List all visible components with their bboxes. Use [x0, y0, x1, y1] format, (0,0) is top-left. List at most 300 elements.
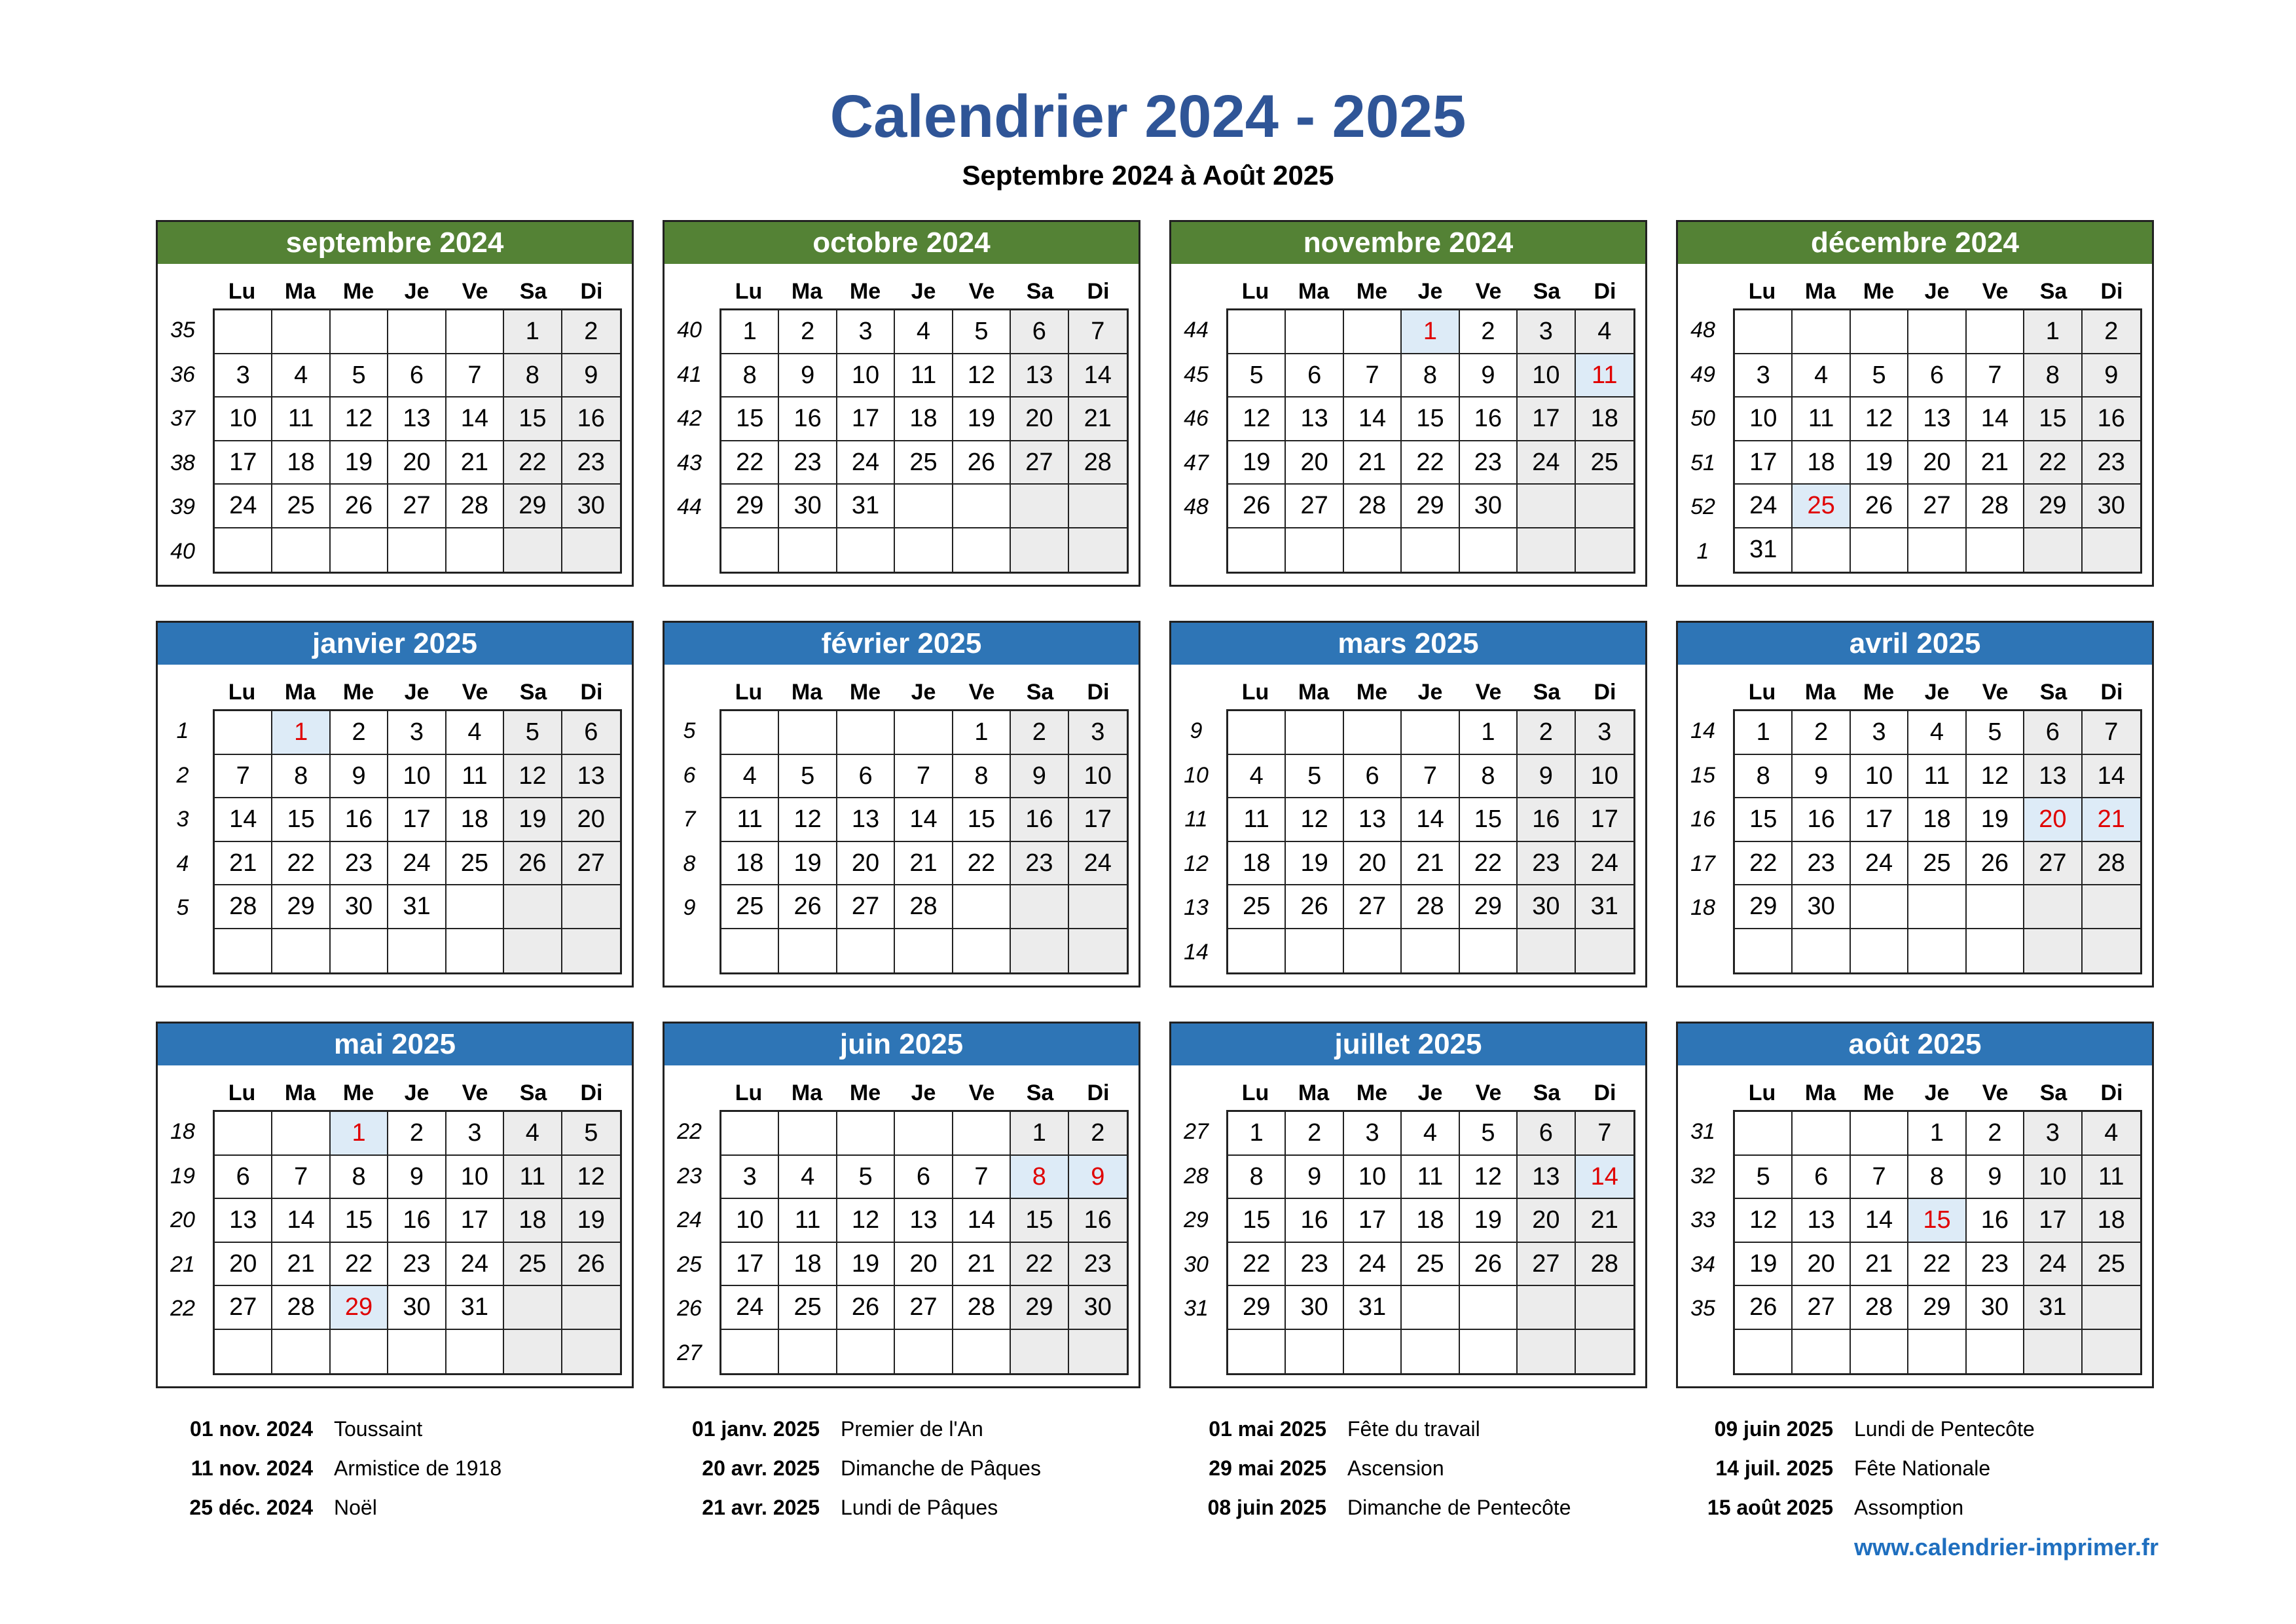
day-cell[interactable]: 7: [2083, 711, 2140, 755]
day-cell[interactable]: 4: [1793, 354, 1850, 398]
day-cell[interactable]: 28: [2083, 842, 2140, 886]
day-cell[interactable]: 19: [1228, 441, 1286, 485]
holiday-day-cell[interactable]: 8: [1011, 1156, 1068, 1200]
day-cell[interactable]: 13: [1908, 397, 1966, 441]
day-cell[interactable]: 29: [721, 485, 779, 528]
day-cell[interactable]: 8: [721, 354, 779, 398]
day-cell[interactable]: 24: [1735, 485, 1793, 528]
day-cell[interactable]: 5: [1286, 755, 1343, 799]
day-cell[interactable]: 3: [1518, 310, 1575, 354]
day-cell[interactable]: 24: [215, 485, 272, 528]
day-cell[interactable]: 12: [562, 1156, 620, 1200]
day-cell[interactable]: 24: [721, 1286, 779, 1330]
day-cell[interactable]: 9: [1518, 755, 1575, 799]
day-cell[interactable]: 22: [331, 1243, 388, 1287]
day-cell[interactable]: 22: [1228, 1243, 1286, 1287]
day-cell[interactable]: 22: [953, 842, 1011, 886]
day-cell[interactable]: 9: [1286, 1156, 1343, 1200]
day-cell[interactable]: 25: [272, 485, 330, 528]
day-cell[interactable]: 6: [1286, 354, 1343, 398]
day-cell[interactable]: 28: [1576, 1243, 1633, 1287]
day-cell[interactable]: 26: [1460, 1243, 1518, 1287]
day-cell[interactable]: 15: [1460, 798, 1518, 842]
day-cell[interactable]: 5: [1967, 711, 2024, 755]
day-cell[interactable]: 8: [1402, 354, 1459, 398]
day-cell[interactable]: 4: [1402, 1112, 1459, 1156]
day-cell[interactable]: 11: [1793, 397, 1850, 441]
day-cell[interactable]: 28: [1402, 885, 1459, 929]
day-cell[interactable]: 10: [1851, 755, 1908, 799]
day-cell[interactable]: 13: [562, 755, 620, 799]
day-cell[interactable]: 12: [331, 397, 388, 441]
day-cell[interactable]: 13: [1344, 798, 1402, 842]
day-cell[interactable]: 4: [721, 755, 779, 799]
day-cell[interactable]: 19: [1735, 1243, 1793, 1287]
day-cell[interactable]: 20: [1518, 1199, 1575, 1243]
day-cell[interactable]: 17: [1069, 798, 1127, 842]
day-cell[interactable]: 11: [446, 755, 504, 799]
day-cell[interactable]: 10: [1735, 397, 1793, 441]
day-cell[interactable]: 3: [388, 711, 446, 755]
day-cell[interactable]: 15: [1228, 1199, 1286, 1243]
day-cell[interactable]: 2: [1518, 711, 1575, 755]
day-cell[interactable]: 14: [1851, 1199, 1908, 1243]
day-cell[interactable]: 30: [1286, 1286, 1343, 1330]
day-cell[interactable]: 11: [895, 354, 953, 398]
day-cell[interactable]: 12: [779, 798, 837, 842]
day-cell[interactable]: 29: [1011, 1286, 1068, 1330]
day-cell[interactable]: 23: [1967, 1243, 2024, 1287]
day-cell[interactable]: 27: [895, 1286, 953, 1330]
day-cell[interactable]: 13: [1286, 397, 1343, 441]
day-cell[interactable]: 25: [1402, 1243, 1459, 1287]
day-cell[interactable]: 18: [721, 842, 779, 886]
day-cell[interactable]: 30: [388, 1286, 446, 1330]
day-cell[interactable]: 2: [562, 310, 620, 354]
day-cell[interactable]: 15: [2024, 397, 2082, 441]
day-cell[interactable]: 18: [1793, 441, 1850, 485]
day-cell[interactable]: 30: [562, 485, 620, 528]
day-cell[interactable]: 7: [1851, 1156, 1908, 1200]
day-cell[interactable]: 5: [331, 354, 388, 398]
day-cell[interactable]: 25: [1908, 842, 1966, 886]
day-cell[interactable]: 27: [1286, 485, 1343, 528]
day-cell[interactable]: 8: [1908, 1156, 1966, 1200]
day-cell[interactable]: 16: [1286, 1199, 1343, 1243]
day-cell[interactable]: 12: [504, 755, 562, 799]
day-cell[interactable]: 6: [1344, 755, 1402, 799]
day-cell[interactable]: 26: [779, 885, 837, 929]
day-cell[interactable]: 23: [1518, 842, 1575, 886]
day-cell[interactable]: 13: [2024, 755, 2082, 799]
day-cell[interactable]: 30: [1069, 1286, 1127, 1330]
day-cell[interactable]: 15: [953, 798, 1011, 842]
day-cell[interactable]: 3: [1735, 354, 1793, 398]
day-cell[interactable]: 28: [1069, 441, 1127, 485]
day-cell[interactable]: 21: [215, 842, 272, 886]
day-cell[interactable]: 7: [1576, 1112, 1633, 1156]
day-cell[interactable]: 28: [215, 885, 272, 929]
day-cell[interactable]: 17: [1735, 441, 1793, 485]
day-cell[interactable]: 4: [272, 354, 330, 398]
day-cell[interactable]: 23: [331, 842, 388, 886]
day-cell[interactable]: 5: [953, 310, 1011, 354]
day-cell[interactable]: 5: [1735, 1156, 1793, 1200]
day-cell[interactable]: 28: [953, 1286, 1011, 1330]
day-cell[interactable]: 22: [1402, 441, 1459, 485]
day-cell[interactable]: 3: [721, 1156, 779, 1200]
day-cell[interactable]: 10: [388, 755, 446, 799]
day-cell[interactable]: 27: [837, 885, 895, 929]
day-cell[interactable]: 12: [1735, 1199, 1793, 1243]
day-cell[interactable]: 9: [1967, 1156, 2024, 1200]
day-cell[interactable]: 1: [2024, 310, 2082, 354]
day-cell[interactable]: 31: [2024, 1286, 2082, 1330]
day-cell[interactable]: 1: [1011, 1112, 1068, 1156]
day-cell[interactable]: 18: [2083, 1199, 2140, 1243]
day-cell[interactable]: 18: [1402, 1199, 1459, 1243]
day-cell[interactable]: 14: [1344, 397, 1402, 441]
day-cell[interactable]: 23: [2083, 441, 2140, 485]
day-cell[interactable]: 13: [895, 1199, 953, 1243]
day-cell[interactable]: 21: [272, 1243, 330, 1287]
day-cell[interactable]: 15: [504, 397, 562, 441]
holiday-day-cell[interactable]: 20: [2024, 798, 2082, 842]
day-cell[interactable]: 26: [953, 441, 1011, 485]
day-cell[interactable]: 18: [272, 441, 330, 485]
day-cell[interactable]: 1: [504, 310, 562, 354]
day-cell[interactable]: 16: [1518, 798, 1575, 842]
day-cell[interactable]: 25: [1576, 441, 1633, 485]
day-cell[interactable]: 20: [215, 1243, 272, 1287]
day-cell[interactable]: 13: [1793, 1199, 1850, 1243]
day-cell[interactable]: 1: [1735, 711, 1793, 755]
day-cell[interactable]: 28: [1851, 1286, 1908, 1330]
day-cell[interactable]: 18: [1576, 397, 1633, 441]
day-cell[interactable]: 6: [1793, 1156, 1850, 1200]
day-cell[interactable]: 16: [1069, 1199, 1127, 1243]
holiday-day-cell[interactable]: 21: [2083, 798, 2140, 842]
day-cell[interactable]: 16: [331, 798, 388, 842]
day-cell[interactable]: 28: [272, 1286, 330, 1330]
day-cell[interactable]: 8: [1460, 755, 1518, 799]
day-cell[interactable]: 31: [837, 485, 895, 528]
day-cell[interactable]: 27: [1793, 1286, 1850, 1330]
day-cell[interactable]: 31: [1735, 528, 1793, 572]
day-cell[interactable]: 15: [721, 397, 779, 441]
day-cell[interactable]: 29: [1460, 885, 1518, 929]
day-cell[interactable]: 2: [1011, 711, 1068, 755]
day-cell[interactable]: 21: [1576, 1199, 1633, 1243]
day-cell[interactable]: 4: [2083, 1112, 2140, 1156]
day-cell[interactable]: 20: [388, 441, 446, 485]
day-cell[interactable]: 19: [562, 1199, 620, 1243]
day-cell[interactable]: 31: [1576, 885, 1633, 929]
day-cell[interactable]: 4: [1908, 711, 1966, 755]
day-cell[interactable]: 7: [272, 1156, 330, 1200]
day-cell[interactable]: 13: [837, 798, 895, 842]
day-cell[interactable]: 14: [1402, 798, 1459, 842]
day-cell[interactable]: 22: [272, 842, 330, 886]
day-cell[interactable]: 3: [1344, 1112, 1402, 1156]
day-cell[interactable]: 11: [272, 397, 330, 441]
day-cell[interactable]: 18: [1228, 842, 1286, 886]
day-cell[interactable]: 18: [504, 1199, 562, 1243]
day-cell[interactable]: 18: [895, 397, 953, 441]
holiday-day-cell[interactable]: 1: [1402, 310, 1459, 354]
day-cell[interactable]: 24: [1069, 842, 1127, 886]
day-cell[interactable]: 13: [1011, 354, 1068, 398]
day-cell[interactable]: 12: [1851, 397, 1908, 441]
day-cell[interactable]: 18: [1908, 798, 1966, 842]
day-cell[interactable]: 17: [721, 1243, 779, 1287]
day-cell[interactable]: 2: [779, 310, 837, 354]
day-cell[interactable]: 22: [504, 441, 562, 485]
day-cell[interactable]: 2: [331, 711, 388, 755]
holiday-day-cell[interactable]: 11: [1576, 354, 1633, 398]
day-cell[interactable]: 20: [1908, 441, 1966, 485]
day-cell[interactable]: 15: [331, 1199, 388, 1243]
day-cell[interactable]: 10: [1344, 1156, 1402, 1200]
day-cell[interactable]: 29: [1402, 485, 1459, 528]
day-cell[interactable]: 19: [1851, 441, 1908, 485]
day-cell[interactable]: 28: [446, 485, 504, 528]
day-cell[interactable]: 4: [1576, 310, 1633, 354]
holiday-day-cell[interactable]: 15: [1908, 1199, 1966, 1243]
day-cell[interactable]: 27: [1011, 441, 1068, 485]
day-cell[interactable]: 1: [1228, 1112, 1286, 1156]
day-cell[interactable]: 12: [837, 1199, 895, 1243]
day-cell[interactable]: 4: [446, 711, 504, 755]
day-cell[interactable]: 27: [1344, 885, 1402, 929]
day-cell[interactable]: 9: [1793, 755, 1850, 799]
day-cell[interactable]: 3: [2024, 1112, 2082, 1156]
day-cell[interactable]: 20: [1793, 1243, 1850, 1287]
day-cell[interactable]: 8: [1228, 1156, 1286, 1200]
day-cell[interactable]: 6: [388, 354, 446, 398]
day-cell[interactable]: 19: [953, 397, 1011, 441]
day-cell[interactable]: 24: [388, 842, 446, 886]
day-cell[interactable]: 5: [1851, 354, 1908, 398]
day-cell[interactable]: 26: [1851, 485, 1908, 528]
day-cell[interactable]: 23: [1793, 842, 1850, 886]
day-cell[interactable]: 30: [331, 885, 388, 929]
day-cell[interactable]: 10: [1576, 755, 1633, 799]
day-cell[interactable]: 15: [1402, 397, 1459, 441]
day-cell[interactable]: 7: [895, 755, 953, 799]
day-cell[interactable]: 13: [215, 1199, 272, 1243]
day-cell[interactable]: 9: [2083, 354, 2140, 398]
day-cell[interactable]: 8: [331, 1156, 388, 1200]
day-cell[interactable]: 5: [562, 1112, 620, 1156]
day-cell[interactable]: 16: [1011, 798, 1068, 842]
day-cell[interactable]: 8: [2024, 354, 2082, 398]
holiday-day-cell[interactable]: 14: [1576, 1156, 1633, 1200]
day-cell[interactable]: 11: [2083, 1156, 2140, 1200]
day-cell[interactable]: 19: [837, 1243, 895, 1287]
day-cell[interactable]: 28: [895, 885, 953, 929]
day-cell[interactable]: 17: [1344, 1199, 1402, 1243]
day-cell[interactable]: 27: [562, 842, 620, 886]
day-cell[interactable]: 6: [895, 1156, 953, 1200]
day-cell[interactable]: 3: [1069, 711, 1127, 755]
day-cell[interactable]: 20: [1286, 441, 1343, 485]
day-cell[interactable]: 12: [1967, 755, 2024, 799]
day-cell[interactable]: 17: [388, 798, 446, 842]
day-cell[interactable]: 7: [215, 755, 272, 799]
day-cell[interactable]: 5: [1460, 1112, 1518, 1156]
day-cell[interactable]: 14: [215, 798, 272, 842]
website-link[interactable]: www.calendrier-imprimer.fr: [1854, 1534, 2159, 1560]
day-cell[interactable]: 3: [837, 310, 895, 354]
day-cell[interactable]: 20: [1344, 842, 1402, 886]
day-cell[interactable]: 5: [837, 1156, 895, 1200]
holiday-day-cell[interactable]: 9: [1069, 1156, 1127, 1200]
day-cell[interactable]: 10: [2024, 1156, 2082, 1200]
day-cell[interactable]: 30: [2083, 485, 2140, 528]
day-cell[interactable]: 6: [562, 711, 620, 755]
day-cell[interactable]: 12: [1228, 397, 1286, 441]
day-cell[interactable]: 4: [504, 1112, 562, 1156]
day-cell[interactable]: 17: [2024, 1199, 2082, 1243]
day-cell[interactable]: 21: [446, 441, 504, 485]
day-cell[interactable]: 28: [1344, 485, 1402, 528]
day-cell[interactable]: 30: [1460, 485, 1518, 528]
day-cell[interactable]: 6: [1011, 310, 1068, 354]
day-cell[interactable]: 20: [895, 1243, 953, 1287]
day-cell[interactable]: 14: [272, 1199, 330, 1243]
day-cell[interactable]: 16: [1460, 397, 1518, 441]
day-cell[interactable]: 18: [779, 1243, 837, 1287]
day-cell[interactable]: 29: [504, 485, 562, 528]
day-cell[interactable]: 23: [779, 441, 837, 485]
day-cell[interactable]: 22: [1011, 1243, 1068, 1287]
day-cell[interactable]: 23: [562, 441, 620, 485]
day-cell[interactable]: 26: [1967, 842, 2024, 886]
day-cell[interactable]: 22: [1735, 842, 1793, 886]
day-cell[interactable]: 26: [1286, 885, 1343, 929]
day-cell[interactable]: 16: [779, 397, 837, 441]
day-cell[interactable]: 19: [504, 798, 562, 842]
day-cell[interactable]: 19: [331, 441, 388, 485]
day-cell[interactable]: 10: [721, 1199, 779, 1243]
day-cell[interactable]: 9: [1460, 354, 1518, 398]
day-cell[interactable]: 11: [1908, 755, 1966, 799]
day-cell[interactable]: 27: [215, 1286, 272, 1330]
day-cell[interactable]: 2: [2083, 310, 2140, 354]
day-cell[interactable]: 25: [779, 1286, 837, 1330]
day-cell[interactable]: 8: [953, 755, 1011, 799]
day-cell[interactable]: 31: [1344, 1286, 1402, 1330]
day-cell[interactable]: 7: [1344, 354, 1402, 398]
day-cell[interactable]: 24: [837, 441, 895, 485]
day-cell[interactable]: 17: [1518, 397, 1575, 441]
day-cell[interactable]: 7: [1069, 310, 1127, 354]
day-cell[interactable]: 23: [1286, 1243, 1343, 1287]
day-cell[interactable]: 30: [1518, 885, 1575, 929]
day-cell[interactable]: 9: [388, 1156, 446, 1200]
day-cell[interactable]: 1: [1908, 1112, 1966, 1156]
day-cell[interactable]: 22: [2024, 441, 2082, 485]
day-cell[interactable]: 10: [837, 354, 895, 398]
holiday-day-cell[interactable]: 29: [331, 1286, 388, 1330]
day-cell[interactable]: 6: [837, 755, 895, 799]
day-cell[interactable]: 1: [721, 310, 779, 354]
day-cell[interactable]: 10: [1518, 354, 1575, 398]
day-cell[interactable]: 17: [446, 1199, 504, 1243]
day-cell[interactable]: 6: [215, 1156, 272, 1200]
day-cell[interactable]: 25: [504, 1243, 562, 1287]
day-cell[interactable]: 7: [1402, 755, 1459, 799]
day-cell[interactable]: 13: [1518, 1156, 1575, 1200]
day-cell[interactable]: 17: [1851, 798, 1908, 842]
day-cell[interactable]: 26: [504, 842, 562, 886]
day-cell[interactable]: 26: [562, 1243, 620, 1287]
day-cell[interactable]: 29: [2024, 485, 2082, 528]
day-cell[interactable]: 9: [331, 755, 388, 799]
day-cell[interactable]: 23: [1011, 842, 1068, 886]
day-cell[interactable]: 24: [1576, 842, 1633, 886]
day-cell[interactable]: 22: [721, 441, 779, 485]
day-cell[interactable]: 22: [1908, 1243, 1966, 1287]
day-cell[interactable]: 7: [1967, 354, 2024, 398]
day-cell[interactable]: 21: [895, 842, 953, 886]
day-cell[interactable]: 6: [1908, 354, 1966, 398]
day-cell[interactable]: 19: [1967, 798, 2024, 842]
day-cell[interactable]: 10: [215, 397, 272, 441]
day-cell[interactable]: 13: [388, 397, 446, 441]
day-cell[interactable]: 16: [1967, 1199, 2024, 1243]
day-cell[interactable]: 16: [388, 1199, 446, 1243]
day-cell[interactable]: 31: [446, 1286, 504, 1330]
day-cell[interactable]: 21: [1851, 1243, 1908, 1287]
day-cell[interactable]: 24: [446, 1243, 504, 1287]
day-cell[interactable]: 24: [1518, 441, 1575, 485]
day-cell[interactable]: 5: [779, 755, 837, 799]
day-cell[interactable]: 16: [2083, 397, 2140, 441]
day-cell[interactable]: 17: [837, 397, 895, 441]
day-cell[interactable]: 9: [779, 354, 837, 398]
day-cell[interactable]: 30: [1793, 885, 1850, 929]
day-cell[interactable]: 15: [272, 798, 330, 842]
day-cell[interactable]: 19: [1286, 842, 1343, 886]
day-cell[interactable]: 29: [1228, 1286, 1286, 1330]
day-cell[interactable]: 4: [895, 310, 953, 354]
day-cell[interactable]: 12: [1286, 798, 1343, 842]
day-cell[interactable]: 17: [1576, 798, 1633, 842]
day-cell[interactable]: 14: [895, 798, 953, 842]
day-cell[interactable]: 14: [446, 397, 504, 441]
day-cell[interactable]: 2: [1286, 1112, 1343, 1156]
day-cell[interactable]: 15: [1735, 798, 1793, 842]
day-cell[interactable]: 14: [1967, 397, 2024, 441]
day-cell[interactable]: 29: [1908, 1286, 1966, 1330]
day-cell[interactable]: 11: [504, 1156, 562, 1200]
day-cell[interactable]: 24: [2024, 1243, 2082, 1287]
day-cell[interactable]: 16: [562, 397, 620, 441]
day-cell[interactable]: 15: [1011, 1199, 1068, 1243]
day-cell[interactable]: 25: [721, 885, 779, 929]
day-cell[interactable]: 1: [953, 711, 1011, 755]
day-cell[interactable]: 2: [1793, 711, 1850, 755]
day-cell[interactable]: 20: [1011, 397, 1068, 441]
day-cell[interactable]: 21: [1402, 842, 1459, 886]
day-cell[interactable]: 8: [504, 354, 562, 398]
day-cell[interactable]: 26: [837, 1286, 895, 1330]
day-cell[interactable]: 22: [1460, 842, 1518, 886]
day-cell[interactable]: 9: [562, 354, 620, 398]
day-cell[interactable]: 3: [215, 354, 272, 398]
